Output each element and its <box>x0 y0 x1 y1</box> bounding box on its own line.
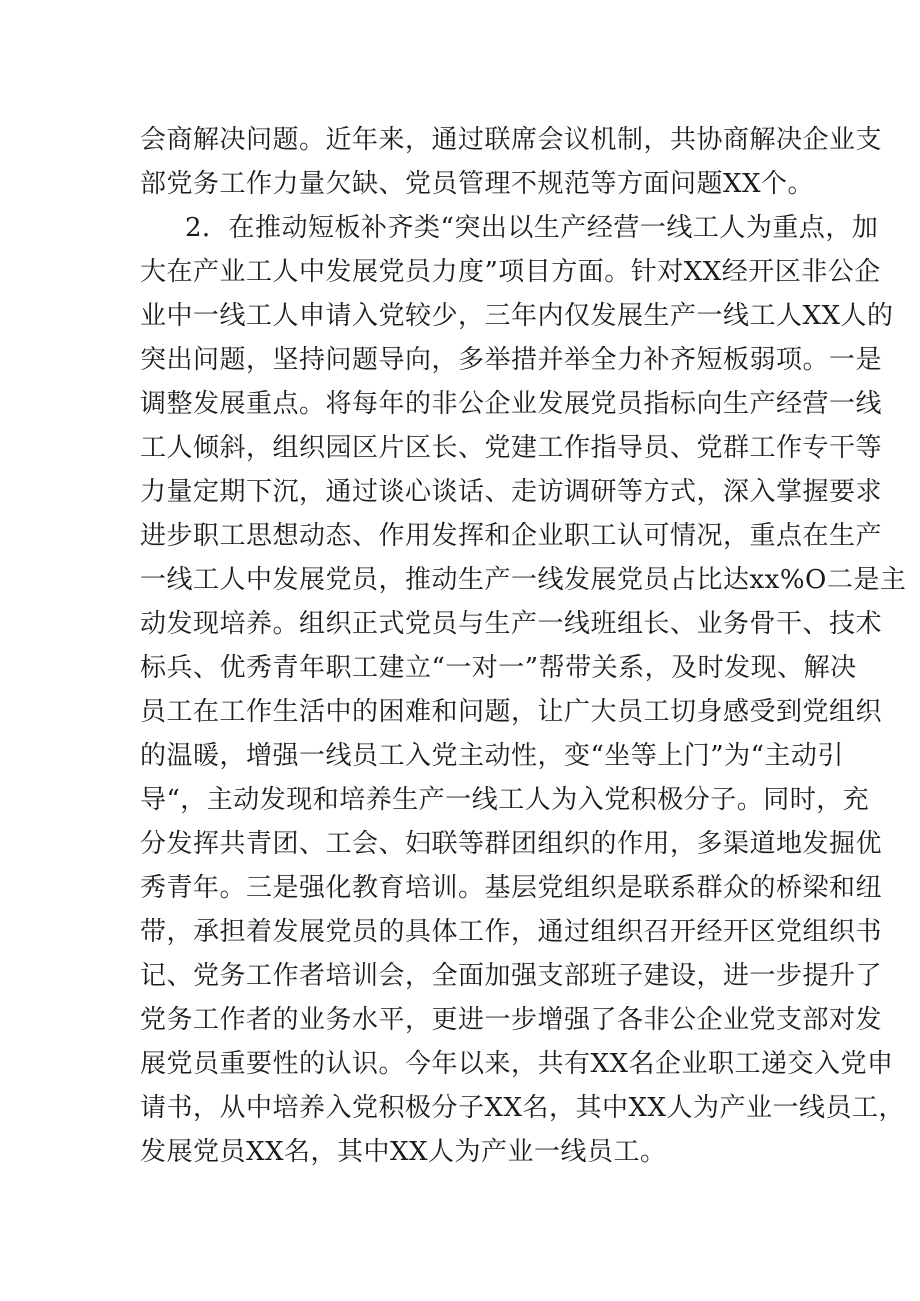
text-line: 记、党务工作者培训会，全面加强支部班子建设，进一步提升了 <box>140 961 883 991</box>
text-line: 会商解决问题。近年来，通过联席会议机制，共协商解决企业支 <box>140 125 883 155</box>
text-line: 发展党员XX名，其中XX人为产业一线员工。 <box>140 1137 667 1167</box>
text-line: 请书，从中培养入党积极分子XX名，其中XX人为产业一线员工， <box>140 1093 906 1123</box>
text-line: 力量定期下沉，通过谈心谈话、走访调研等方式，深入掌握要求 <box>140 477 883 507</box>
text-line: 业中一线工人申请入党较少，三年内仅发展生产一线工人XX人的 <box>140 301 894 331</box>
text-line: 带，承担着发展党员的具体工作，通过组织召开经开区党组织书 <box>140 917 883 947</box>
text-line: 展党员重要性的认识。今年以来，共有XX名企业职工递交入党申 <box>140 1049 894 1079</box>
text-line: 分发挥共青团、工会、妇联等群团组织的作用，多渠道地发掘优 <box>140 829 883 859</box>
text-line: 工人倾斜，组织园区片区长、党建工作指导员、党群工作专干等 <box>140 433 883 463</box>
text-line: 员工在工作生活中的困难和问题，让广大员工切身感受到党组织 <box>140 697 883 727</box>
text-line: 动发现培养。组织正式党员与生产一线班组长、业务骨干、技术 <box>140 609 883 639</box>
text-line: 秀青年。三是强化教育培训。基层党组织是联系群众的桥梁和纽 <box>140 873 883 903</box>
text-line: 2．在推动短板补齐类“突出以生产经营一线工人为重点，加 <box>185 213 879 243</box>
text-line: 一线工人中发展党员，推动生产一线发展党员占比达xx%O二是主 <box>140 565 907 595</box>
text-line: 标兵、优秀青年职工建立“一对一”帮带关系，及时发现、解决 <box>140 653 857 683</box>
text-line: 导“，主动发现和培养生产一线工人为入党积极分子。同时，充 <box>140 785 870 815</box>
text-line: 的温暖，增强一线员工入党主动性，变“坐等上门”为“主动引 <box>140 741 844 771</box>
text-line: 大在产业工人中发展党员力度”项目方面。针对XX经开区非公企 <box>140 257 881 287</box>
text-line: 进步职工思想动态、作用发挥和企业职工认可情况，重点在生产 <box>140 521 883 551</box>
text-line: 突出问题，坚持问题导向，多举措并举全力补齐短板弱项。一是 <box>140 345 883 375</box>
text-line: 调整发展重点。将每年的非公企业发展党员指标向生产经营一线 <box>140 389 883 419</box>
text-line: 部党务工作力量欠缺、党员管理不规范等方面问题XX个。 <box>140 169 815 199</box>
text-line: 党务工作者的业务水平，更进一步增强了各非公企业党支部对发 <box>140 1005 883 1035</box>
